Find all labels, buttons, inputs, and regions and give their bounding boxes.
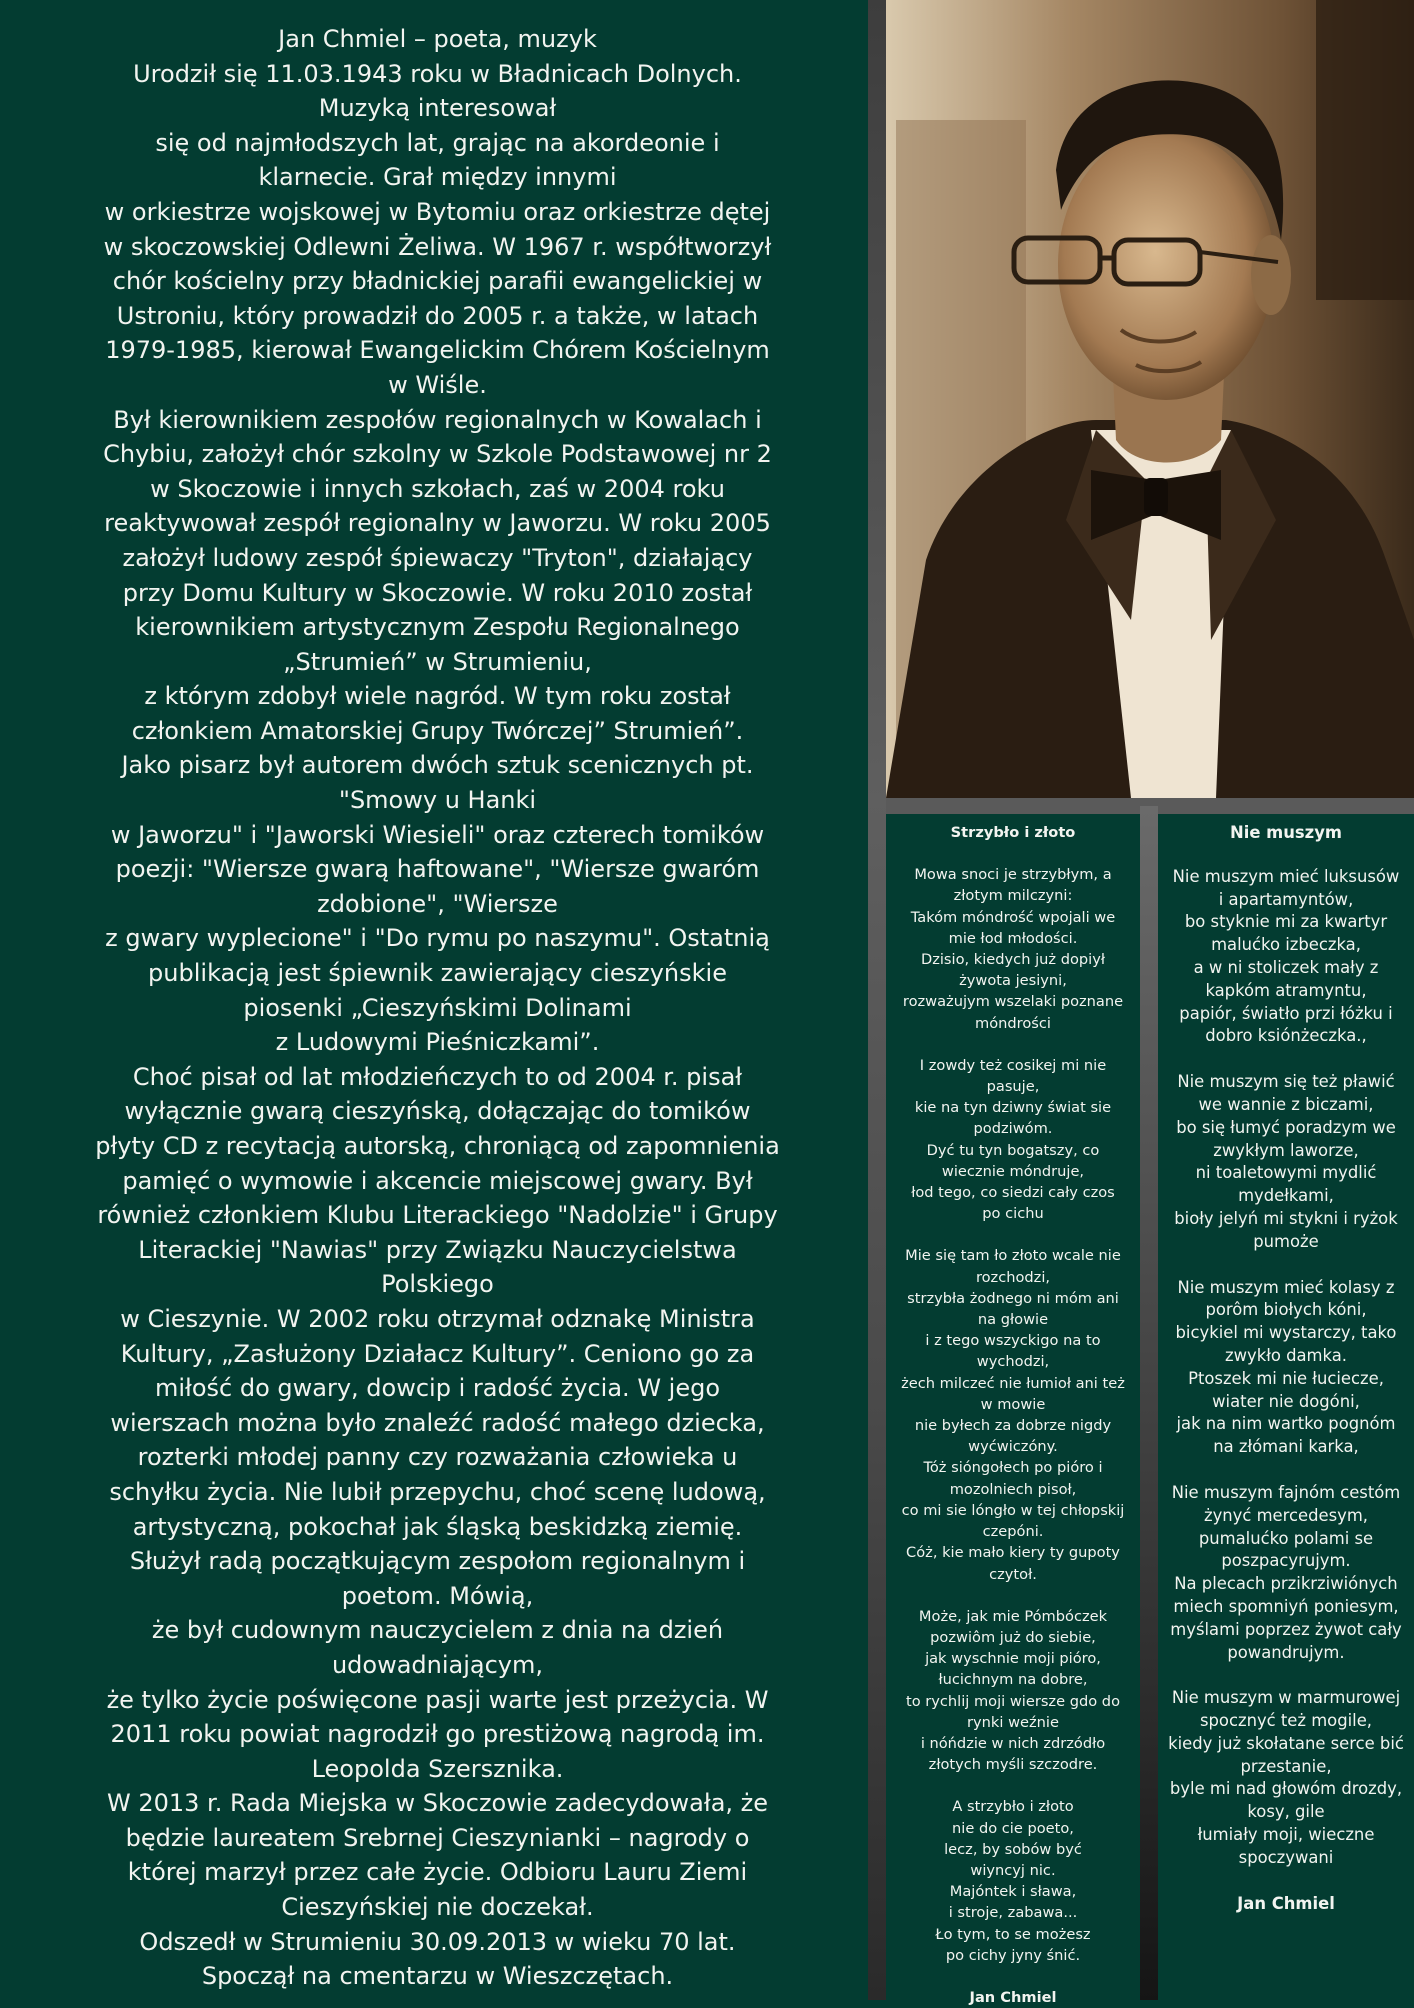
- poem-line: to rychlij moji wiersze gdo do rynki weźnie: [905, 1692, 1121, 1731]
- poem-line: bioły jelyń mi stykni i ryżok pumoże: [1174, 1208, 1398, 1251]
- poem-line: łod tego, co siedzi cały czos po cichu: [911, 1184, 1115, 1223]
- bio-paragraph: Jan Chmiel – poeta, muzyk: [278, 25, 597, 53]
- poem-line: jak na nim wartko pognóm na złómani karka,: [1176, 1414, 1396, 1457]
- bio-paragraph: Służył radą początkującym zespołom regionalnym i poetom. Mówią,: [129, 1547, 746, 1610]
- bio-paragraph: z którym zdobył wiele nagród. W tym roku został członkiem Amatorskiej Grupy Twórczej” Strumień”.: [131, 682, 744, 745]
- poem-nie-muszym: [1158, 814, 1414, 2000]
- poem-line: a w ni stoliczek mały z kapkóm atramyntu,: [1193, 957, 1379, 1000]
- poem-stanza: [900, 1796, 1126, 1966]
- poem-line: lecz, by sobów być: [944, 1840, 1082, 1858]
- bio-paragraph: się od najmłodszych lat, grając na akordeonie i klarnecie. Grał między innymi: [155, 128, 720, 192]
- poem-line: Nie muszym fajnóm cestóm żynyć mercedesym,: [1171, 1482, 1401, 1525]
- poem-stanza: [900, 1245, 1126, 1584]
- bio-paragraph: Odszedł w Strumieniu 30.09.2013 w wieku 70 lat.: [139, 1927, 736, 1956]
- poem-line: bicykiel mi wystarczy, tako zwykło damka.: [1175, 1323, 1397, 1365]
- bio-paragraph: w Jaworzu" i "Jaworski Wiesieli" oraz czterech tomików poezji: "Wiersze gwarą haftowane", "Wiersze gwaróm zdobione", "Wiersze: [110, 820, 765, 918]
- poem-line: pumalućko polami se poszpacyrujym.: [1198, 1528, 1374, 1571]
- poem-line: byle mi nad głowóm drozdy, kosy, gile: [1169, 1779, 1403, 1822]
- bio-paragraph: w orkiestrze wojskowej w Bytomiu oraz orkiestrze dętej w skoczowskiej Odlewni Żeliwa. W 1967 r. współtworzył chór kościelny przy bładnickiej parafii ewangelickiej w Ustroniu, który prowadził do 2005 r. a także, w latach 1979-1985, kierował Ewangelickim Chórem Kościelnym w Wiśle.: [103, 197, 772, 399]
- poem-line: Takóm móndrość wpojali we mie łod młodości.: [910, 908, 1116, 947]
- poem-stanza: [900, 864, 1126, 1034]
- bio-paragraph: z Ludowymi Pieśniczkami”.: [275, 1028, 600, 1057]
- poem-line: żech milczeć nie łumioł ani też w mowie: [901, 1374, 1125, 1413]
- poem-column-divider: [1140, 806, 1158, 2000]
- poem-line: Dyć tu tyn bogatszy, co wiecznie móndruje,: [926, 1141, 1100, 1180]
- bio-paragraph: Urodził się 11.03.1943 roku w Bładnicach Dolnych. Muzyką interesował: [133, 59, 742, 123]
- poem-author: Jan Chmiel: [1237, 1893, 1335, 1913]
- poem-stanza: [1168, 1071, 1404, 1253]
- poem-line: nie do cie poeto,: [952, 1819, 1074, 1837]
- poem-title: Strzybło i złoto: [950, 824, 1076, 841]
- poem-body: [1168, 866, 1404, 1870]
- poem-title: Nie muszym: [1230, 823, 1342, 842]
- poem-line: myślami poprzez żywot cały powandrujym.: [1170, 1619, 1402, 1662]
- poem-body: [900, 864, 1126, 1966]
- bio-paragraph: Jako pisarz był autorem dwóch sztuk scenicznych pt. "Smowy u Hanki: [121, 751, 754, 815]
- poem-stanza: [1168, 1687, 1404, 1869]
- poem-stanza: [1168, 866, 1404, 1048]
- poem-line: Ptoszek mi nie łuciecze, wiater nie dogóni,: [1188, 1368, 1384, 1411]
- poem-line: Ło tym, to se możesz: [935, 1925, 1091, 1943]
- bio-paragraph: że był cudownym nauczycielem z dnia na dzień udowadniającym,: [151, 1616, 724, 1679]
- poem-line: Mie się tam ło złoto wcale nie rozchodzi,: [905, 1247, 1121, 1286]
- poem-line: Cóż, kie mało kiery ty gupoty czytoł.: [906, 1544, 1120, 1583]
- poem-line: i z tego wszyckigo na to wychodzi,: [925, 1332, 1101, 1371]
- bio-paragraph: Był kierownikiem zespołów regionalnych w Kowalach i Chybiu, założył chór szkolny w Szkole Podstawowej nr 2 w Skoczowie i innych szkołach, zaś w 2004 roku reaktywował zespół regionalny w Jaworzu. W roku 2005 założył ludowy zespół śpiewaczy "Tryton", działający przy Domu Kultury w Skoczowie. W roku 2010 został kierownikiem artystycznym Zespołu Regionalnego „Strumień” w Strumieniu,: [103, 405, 772, 676]
- poem-line: Nie muszym mieć luksusów i apartamyntów,: [1172, 866, 1400, 909]
- poem-line: i stroje, zabawa...: [948, 1904, 1078, 1922]
- poem-line: rozważujym wszelaki poznane móndrości: [902, 993, 1124, 1032]
- poem-line: ni toaletowymi mydlić mydełkami,: [1195, 1163, 1377, 1206]
- bio-paragraph: w Cieszynie. W 2002 roku otrzymał odznakę Ministra Kultury, „Zasłużony Działacz Kultury”. Ceniono go za miłość do gwary, dowcip i radość życia. W jego wierszach można było znaleźć radość małego dziecka, rozterki młodej panny czy rozważania człowieka u schyłku życia. Nie lubił przepychu, choć scenę ludową, artystyczną, pokochał jak śląską beskidzką ziemię.: [109, 1304, 766, 1541]
- poem-line: Nie muszym się też pławić we wannie z biczami,: [1177, 1072, 1395, 1114]
- poem-line: łumiały moji, wieczne spoczywani: [1197, 1825, 1375, 1867]
- poem-line: Majóntek i sława,: [949, 1883, 1077, 1901]
- biography: [95, 22, 780, 1994]
- bio-paragraph: W 2013 r. Rada Miejska w Skoczowie zadecydowała, że będzie laureatem Srebrnej Cieszynianki – nagrody o której marzył przez całe życie. Odbioru Lauru Ziemi Cieszyńskiej nie doczekał.: [106, 1789, 769, 1922]
- portrait-photo: [886, 0, 1414, 798]
- poem-line: Może, jak mie Pómbóczek pozwiôm już do siebie,: [918, 1607, 1108, 1646]
- poem-line: strzybła żodnego ni móm ani na głowie: [907, 1289, 1119, 1329]
- poem-line: bo styknie mi za kwartyr malućko izbeczka,: [1184, 912, 1388, 955]
- poem-line: Mowa snoci je strzybłym, a złotym milczyni:: [914, 866, 1112, 905]
- poem-line: papiór, światło przi łóżku i dobro ksiónżeczka.,: [1179, 1003, 1393, 1046]
- poem-strzyblo-i-zloto: [886, 814, 1140, 2006]
- poem-line: A strzybło i złoto: [952, 1798, 1074, 1816]
- poem-line: jak wyschnie moji pióro, łucichnym na dobre,: [925, 1650, 1101, 1689]
- poem-line: co mi sie lóngło w tej chłopskij czepóni.: [901, 1501, 1125, 1541]
- poem-line: I zowdy też cosikej mi nie pasuje,: [919, 1056, 1107, 1096]
- poem-stanza: [900, 1606, 1126, 1776]
- poem-line: bo się łumyć poradzym we zwykłym laworze,: [1176, 1117, 1396, 1160]
- poem-line: i nóńdzie w nich zdrzódło złotych myśli szczodre.: [920, 1734, 1106, 1774]
- poem-line: Nie muszym mieć kolasy z porôm biołych kóni,: [1177, 1277, 1395, 1320]
- bio-paragraph: że tylko życie poświęcone pasji warte jest przeżycia. W 2011 roku powiat nagrodził go prestiżową nagrodą im. Leopolda Szersznika.: [106, 1685, 769, 1783]
- poem-stanza: [1168, 1277, 1404, 1459]
- poem-author: Jan Chmiel: [969, 1988, 1057, 2006]
- poem-line: Tóż sióngołech po pióro i mozolniech pisoł,: [923, 1459, 1103, 1498]
- bio-paragraph: Spoczął na cmentarzu w Wieszczętach.: [201, 1962, 674, 1991]
- poem-line: po cichy jyny śnić.: [945, 1946, 1081, 1964]
- poem-line: kiedy już skołatane serce bić przestanie,: [1168, 1733, 1404, 1776]
- poem-line: wiyncyj nic.: [970, 1861, 1056, 1879]
- portrait-illustration: [886, 0, 1414, 798]
- poem-stanza: [1168, 1482, 1404, 1664]
- poem-line: Nie muszym w marmurowej spocznyć też mogile,: [1171, 1688, 1401, 1731]
- poem-line: kie na tyn dziwny świat sie podziwóm.: [914, 1099, 1112, 1138]
- poem-line: Na plecach przikrziwiónych miech spomniyń poniesym,: [1173, 1574, 1399, 1616]
- poem-line: Dzisio, kiedych już dopiył żywota jesiyni,: [920, 951, 1105, 990]
- bio-paragraph: Choć pisał od lat młodzieńczych to od 2004 r. pisał wyłącznie gwarą cieszyńską, dołączając do tomików płyty CD z recytacją autorską, chroniącą od zapomnienia pamięć o wymowie i akcencie miejscowej gwary. Był również członkiem Klubu Literackiego "Nadolzie" i Grupy Literackiej "Nawias" przy Związku Nauczycielstwa Polskiego: [95, 1062, 780, 1299]
- bio-paragraph: z gwary wyplecione" i "Do rymu po naszymu". Ostatnią publikacją jest śpiewnik zawierający cieszyńskie piosenki „Cieszyńskimi Dolinami: [105, 924, 770, 1022]
- vertical-divider: [868, 0, 886, 2000]
- poem-line: nie byłech za dobrze nigdy wyćwiczóny.: [914, 1417, 1112, 1456]
- poem-stanza: [900, 1055, 1126, 1225]
